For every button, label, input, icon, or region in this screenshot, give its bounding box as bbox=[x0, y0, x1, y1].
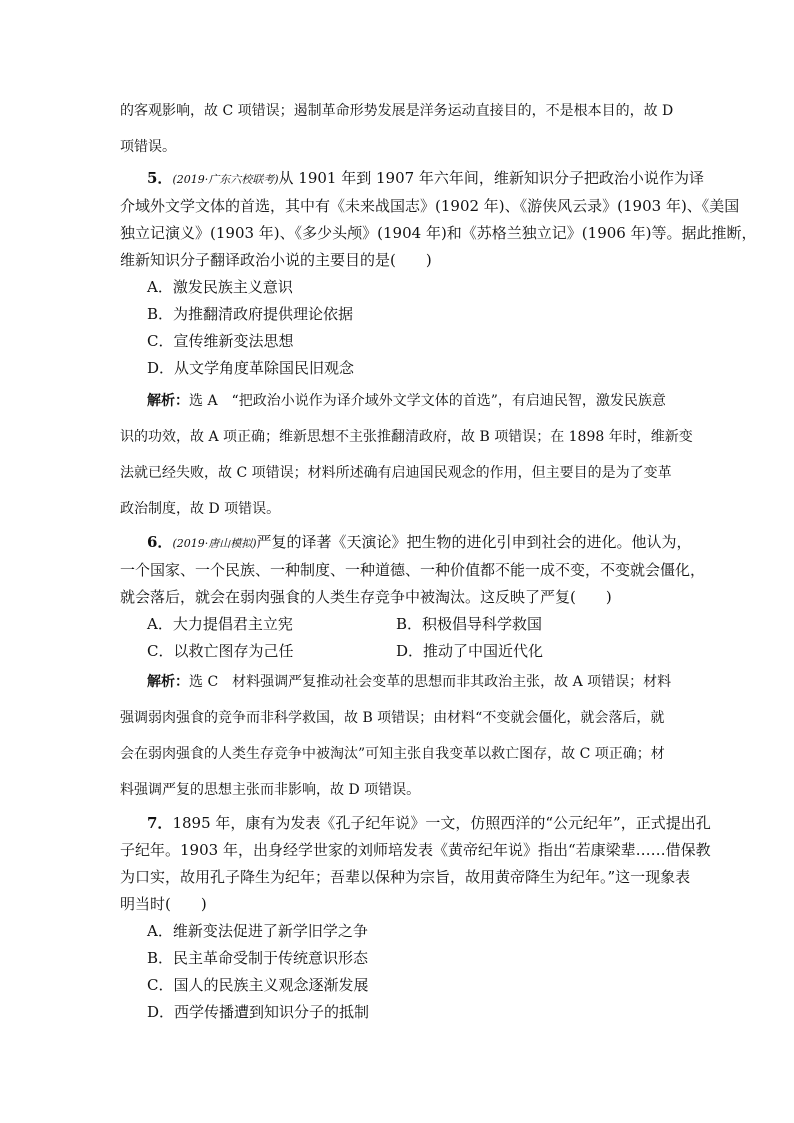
stem-text: 为口实，故用孔子降生为纪年；吾辈以保种为宗旨，故用黄帝降生为纪年。”这一现象表 bbox=[120, 868, 691, 886]
option-c: C．宣传维新变法思想 bbox=[147, 332, 294, 350]
question-number: 6． bbox=[147, 533, 173, 551]
question-7 bbox=[120, 810, 711, 1026]
stem-text: 介域外文学文体的首选，其中有《未来战国志》(1902 年)、《游侠风云录》(1903 年)、《美国 bbox=[120, 197, 740, 215]
question-5-analysis bbox=[120, 383, 693, 527]
q4-explanation-line: 的客观影响，故 C 项错误；遏制革命形势发展是洋务运动直接目的，不是根本目的，故 D bbox=[120, 103, 674, 119]
analysis-text: 会在弱肉强食的人类生存竞争中被淘汰”可知主张自我变革以救亡图存，故 C 项正确；材 bbox=[120, 746, 665, 762]
question-6-analysis bbox=[120, 664, 680, 808]
option-b: B．为推翻清政府提供理论依据 bbox=[147, 305, 354, 323]
stem-text: 一个国家、一个民族、一种制度、一种道德、一种价值都不能一成不变，不变就会僵化， bbox=[120, 561, 706, 579]
q4-explanation-line: 项错误。 bbox=[120, 139, 176, 155]
question-6 bbox=[120, 529, 706, 665]
analysis-text: 政治制度，故 D 项错误。 bbox=[120, 501, 281, 517]
option-d: D．推动了中国近代化 bbox=[396, 642, 544, 660]
analysis-text: 料强调严复的思想主张而非影响，故 D 项错误。 bbox=[120, 782, 421, 798]
analysis-label: 解析： bbox=[147, 393, 189, 409]
option-a: A．激发民族主义意识 bbox=[147, 278, 293, 296]
question-number: 7． bbox=[147, 814, 173, 832]
analysis-text: 选 A “把政治小说作为译介域外文学文体的首选”，有启迪民智，激发民族意 bbox=[189, 393, 666, 409]
question-5-stem bbox=[120, 165, 757, 274]
question-7-stem bbox=[120, 810, 711, 918]
question-6-stem bbox=[120, 529, 706, 611]
question-source: (2019·唐山模拟) bbox=[172, 537, 257, 550]
stem-text: 1895 年，康有为发表《孔子纪年说》一文，仿照西洋的“公元纪年”，正式提出孔 bbox=[172, 814, 711, 832]
stem-text: 独立记演义》(1903 年)、《多少头颅》(1904 年)和《苏格兰独立记》(1906 年)等。据此推断， bbox=[120, 224, 757, 242]
question-source: (2019·广东六校联考) bbox=[172, 173, 279, 186]
stem-text: 维新知识分子翻译政治小说的主要目的是( ) bbox=[120, 251, 432, 269]
option-c: C．以救亡图存为己任 bbox=[147, 642, 294, 660]
option-d: D．从文学角度革除国民旧观念 bbox=[147, 359, 355, 377]
option-d: D．西学传播遭到知识分子的抵制 bbox=[147, 1003, 370, 1021]
options-row bbox=[120, 638, 680, 665]
analysis-text: 强调弱肉强食的竞争而非科学救国，故 B 项错误；由材料“不变就会僵化，就会落后，就 bbox=[120, 710, 665, 726]
question-number: 5． bbox=[147, 169, 173, 187]
analysis-label: 解析： bbox=[147, 674, 189, 690]
option-b: B．民主革命受制于传统意识形态 bbox=[147, 949, 369, 967]
stem-text: 子纪年。1903 年，出身经学世家的刘师培发表《黄帝纪年说》指出“若康梁辈……借保教 bbox=[120, 841, 711, 859]
stem-text: 严复的译著《天演论》把生物的进化引申到社会的进化。他认为， bbox=[256, 533, 692, 551]
stem-text: 就会落后，就会在弱肉强食的人类生存竞争中被淘汰。这反映了严复( ) bbox=[120, 588, 612, 606]
option-a: A．大力提倡君主立宪 bbox=[147, 615, 293, 633]
option-c: C．国人的民族主义观念逐渐发展 bbox=[147, 976, 369, 994]
analysis-text: 选 C 材料强调严复推动社会变革的思想而非其政治主张，故 A 项错误；材料 bbox=[189, 674, 672, 690]
option-b: B．积极倡导科学救国 bbox=[396, 615, 543, 633]
option-a: A．维新变法促进了新学旧学之争 bbox=[147, 922, 368, 940]
q4-explanation-tail bbox=[120, 93, 680, 165]
stem-text: 明当时( ) bbox=[120, 895, 207, 913]
analysis-text: 识的功效，故 A 项正确；维新思想不主张推翻清政府，故 B 项错误；在 1898 年时，维新变 bbox=[120, 429, 693, 445]
analysis-text: 法就已经失败，故 C 项错误；材料所述确有启迪国民观念的作用，但主要目的是为了变革 bbox=[120, 465, 672, 481]
stem-text: 从 1901 年到 1907 年六年间，维新知识分子把政治小说作为译 bbox=[278, 169, 704, 187]
question-5 bbox=[120, 165, 757, 382]
options-row bbox=[120, 611, 680, 638]
